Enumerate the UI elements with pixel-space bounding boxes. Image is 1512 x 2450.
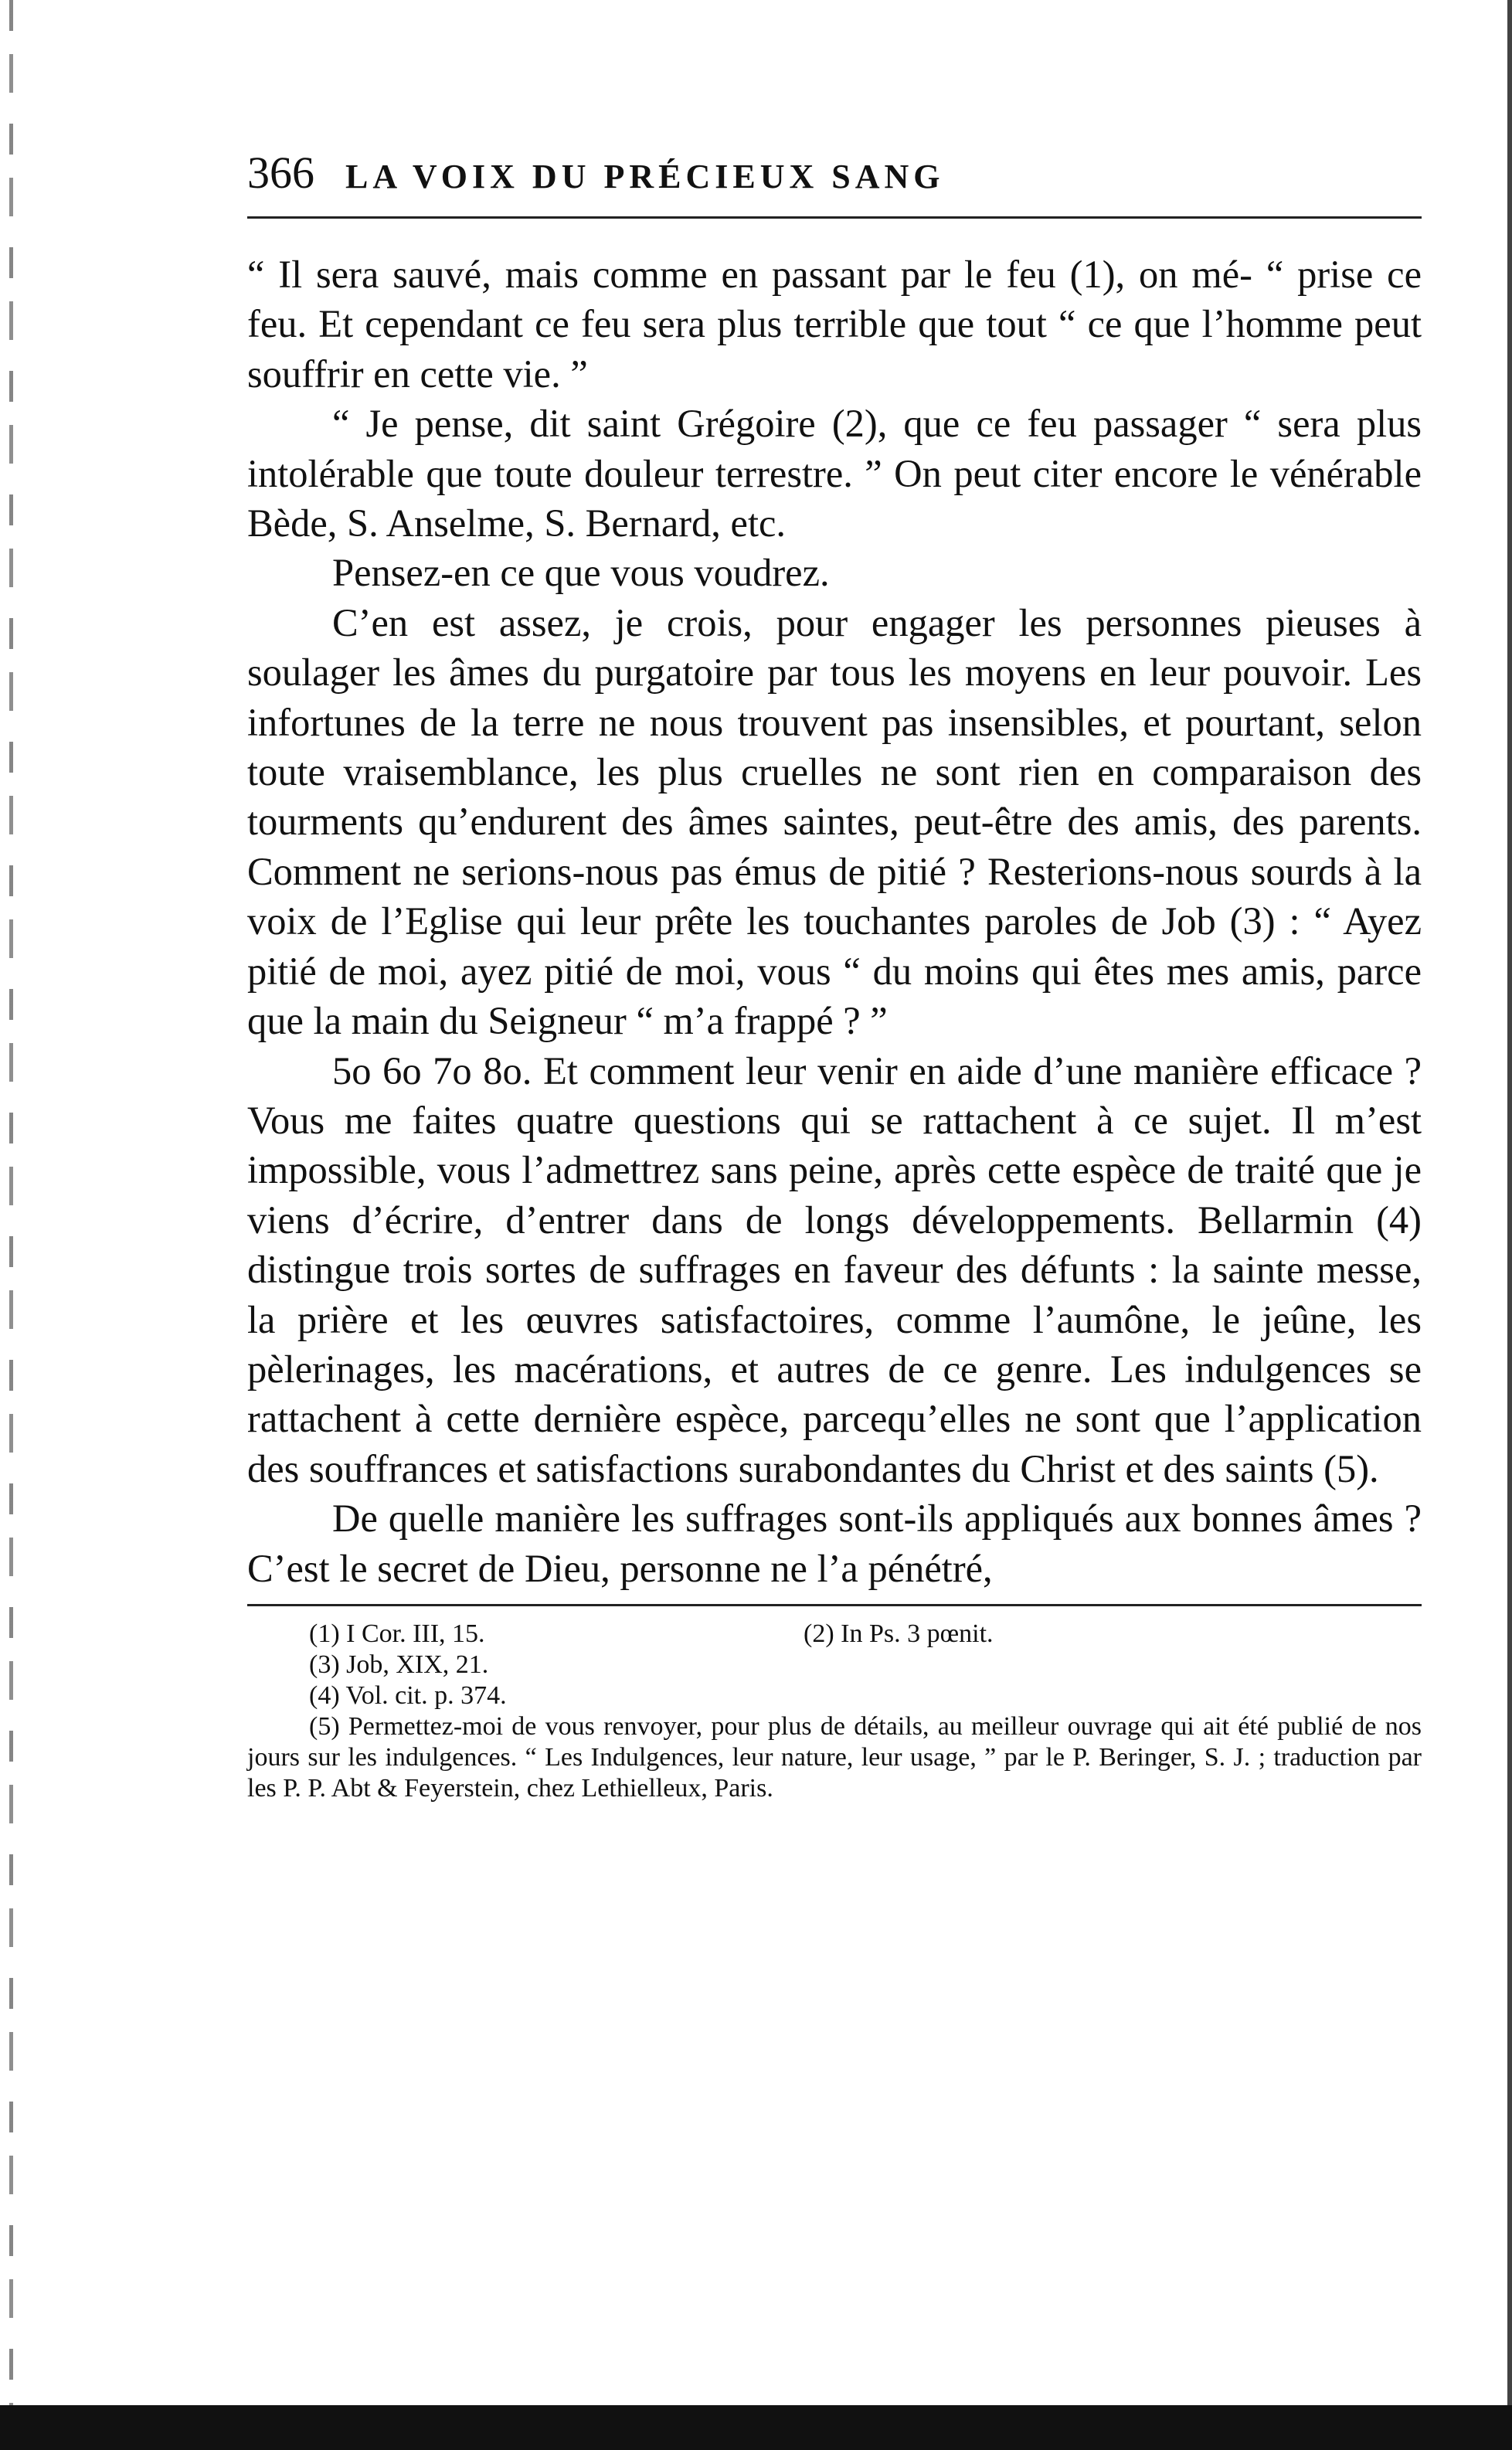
scan-left-edge (9, 0, 13, 2450)
main-text (247, 250, 1422, 1593)
paragraph-6: De quelle manière les suffrages sont-ils appliqués aux bonnes âmes ? C’est le secret de Dieu, personne ne l’a pénétré, (247, 1497, 1422, 1590)
footnote-row-1 (247, 1619, 1422, 1650)
paragraph-quote-2: “ Je pense, dit saint Grégoire (2), que ce feu passager “ sera plus intolérable que toute douleur terrestre. ” On peut citer encore le vénérable Bède, S. Anselme, S. Bernard, etc. (247, 402, 1422, 545)
page-header (247, 147, 1422, 219)
paragraph-quote-1: “ Il sera sauvé, mais comme en passant par le feu (1), on mé- “ prise ce feu. Et cependant ce feu sera plus terrible que tout “ ce que l’homme peut souffrir en cette vie. ” (247, 253, 1422, 396)
footnote-3: (3) Job, XIX, 21. (309, 1650, 489, 1679)
paragraph-4: C’en est assez, je crois, pour engager les personnes pieuses à soulager les âmes du purgatoire par tous les moyens en leur pouvoir. Les infortunes de la terre ne nous trouvent pas insensibles, et pourtant, selon toute vraisemblance, les plus cruelles ne sont rien en comparaison des tourments qu’endurent des âmes saintes, peut-être des amis, des parents. Comment ne serions-nous pas émus de pitié ? Resterions-nous sourds à la voix de l’Eglise qui leur prête les touchantes paroles de Job (3) : “ Ayez pitié de moi, ayez pitié de moi, vous “ du moins qui êtes mes amis, parce que la main du Seigneur “ m’a frappé ? ” (247, 600, 1422, 1043)
running-head: LA VOIX DU PRÉCIEUX SANG (345, 158, 945, 195)
scan-bottom-band (0, 2405, 1512, 2450)
paragraph-5: 5o 6o 7o 8o. Et comment leur venir en aide d’une manière efficace ? Vous me faites quatre questions qui se rattachent à ce sujet. Il m’est impossible, vous l’admettrez sans peine, après cette espèce de traité que je viens d’écrire, d’entrer dans de longs développements. Bellarmin (4) distingue trois sortes de suffrages en faveur des défunts : la sainte messe, la prière et les œuvres satisfactoires, comme l’aumône, le jeûne, les pèlerinages, les macérations, et autres de ce genre. Les indulgences se rattachent à cette dernière espèce, parcequ’elles ne sont que l’application des souffrances et satisfactions surabondantes du Christ et des saints (5). (247, 1048, 1422, 1490)
footnote-5: (5) Permettez-moi de vous renvoyer, pour plus de détails, au meilleur ouvrage qui ait été publié de nos jours sur les indulgences. “ Les Indulgences, leur nature, leur usage, ” par le P. Beringer, S. J. ; traduction par les P. P. Abt & Feyerstein, chez Lethielleux, Paris. (247, 1711, 1422, 1803)
scan-right-edge (1507, 0, 1512, 2450)
footnotes (247, 1604, 1422, 1804)
footnote-1: (1) I Cor. III, 15. (309, 1619, 485, 1648)
book-page (247, 147, 1422, 1804)
paragraph-3: Pensez-en ce que vous voudrez. (332, 551, 830, 595)
page-number: 366 (247, 148, 314, 198)
footnote-4: (4) Vol. cit. p. 374. (309, 1680, 507, 1710)
footnote-2: (2) In Ps. 3 pœnit. (804, 1619, 994, 1648)
